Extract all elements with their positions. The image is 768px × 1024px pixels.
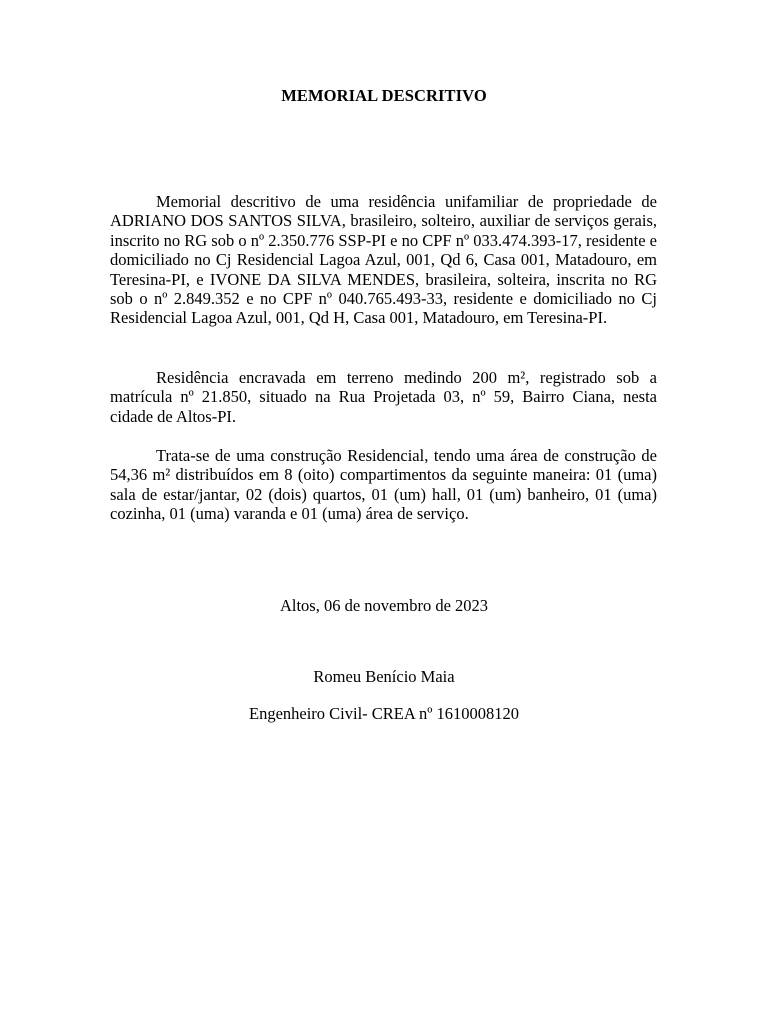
paragraph-owners: Memorial descritivo de uma residência unifamiliar de propriedade de ADRIANO DOS SANTOS SILVA, brasileiro, solteiro, auxiliar de serviços gerais, inscrito no RG sob o nº 2.350.776 SSP-PI e no CPF nº 033.474.393-17, residente e domiciliado no Cj Residencial Lagoa Azul, 001, Qd 6, Casa 001, Matadouro, em Teresina-PI, e IVONE DA SILVA MENDES, brasileira, solteira, inscrita no RG sob o nº 2.849.352 e no CPF nº 040.765.493-33, residente e domiciliado no Cj Residencial Lagoa Azul, 001, Qd H, Casa 001, Matadouro, em Teresina-PI. [110,192,657,328]
signer-name: Romeu Benício Maia [313,667,455,686]
paragraph-construction: Trata-se de uma construção Residencial, tendo uma área de construção de 54,36 m² distribuídos em 8 (oito) compartimentos da seguinte maneira: 01 (uma) sala de estar/jantar, 02 (dois) quartos, 01 (um) hall, 01 (um) banheiro, 01 (uma) cozinha, 01 (uma) varanda e 01 (uma) área de serviço. [110,446,657,524]
signer-role: Engenheiro Civil- CREA nº 1610008120 [248,704,520,723]
date-line: Altos, 06 de novembro de 2023 [279,596,489,615]
document-title: MEMORIAL DESCRITIVO [281,86,487,105]
paragraph-property: Residência encravada em terreno medindo 200 m², registrado sob a matrícula nº 21.850, situado na Rua Projetada 03, nº 59, Bairro Ciana, nesta cidade de Altos-PI. [110,368,657,426]
